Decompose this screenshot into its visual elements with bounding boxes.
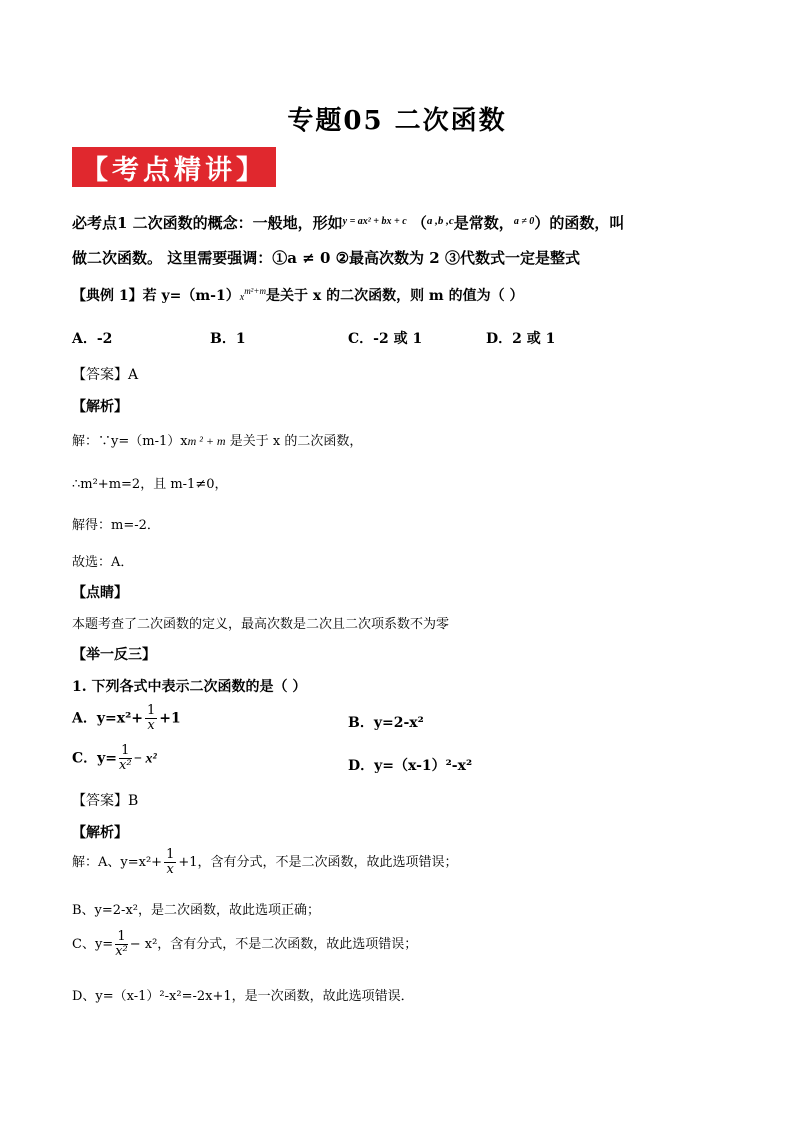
practice-option-c bbox=[72, 744, 157, 773]
fraction-denominator: x bbox=[166, 862, 174, 877]
section-banner-label: 【考点精讲】 bbox=[81, 154, 267, 186]
example1-option-a: A．-2 bbox=[72, 331, 113, 347]
example1-comment: 本题考查了二次函数的定义，最高次数是二次且二次项系数不为零 bbox=[72, 617, 450, 632]
practice-option-a-suffix: +1 bbox=[159, 710, 181, 727]
practice-solution-c bbox=[72, 930, 417, 959]
practice-option-a bbox=[72, 704, 181, 733]
practice-solution-a-prefix: 解：A、y=x²+ bbox=[72, 855, 163, 870]
practice-solution-a bbox=[72, 848, 458, 877]
practice-option-a-prefix: A．y=x²+ bbox=[72, 710, 143, 727]
example1-step-1-suffix: 是关于 x 的二次函数， bbox=[225, 434, 363, 449]
practice-analysis-label: 【解析】 bbox=[72, 825, 128, 841]
practice-solution-b: B、y=2-x²，是二次函数，故此选项正确； bbox=[72, 903, 320, 918]
concept-formula: y = ax² + bx + c bbox=[342, 216, 407, 227]
example1-suffix: 是关于 x 的二次函数，则 m 的值为（ ） bbox=[265, 288, 524, 304]
example1-step-1-exp: m ² + m bbox=[187, 434, 226, 448]
fraction-1-over-x bbox=[164, 848, 176, 877]
concept-suffix: ）的函数，叫 bbox=[534, 214, 625, 232]
practice-solution-c-prefix: C、y= bbox=[72, 937, 114, 952]
example1-step-4: 故选：A． bbox=[72, 555, 134, 570]
fraction-1-over-x2 bbox=[115, 930, 128, 959]
practice-label: 【举一反三】 bbox=[72, 647, 156, 663]
practice-solution-c-suffix: − x²，含有分式，不是二次函数，故此选项错误； bbox=[129, 937, 418, 952]
practice-question-1: 1. 下列各式中表示二次函数的是（ ） bbox=[72, 679, 307, 695]
fraction-numerator: 1 bbox=[115, 930, 128, 945]
example1-comment-label: 【点睛】 bbox=[72, 585, 128, 601]
example1-answer: 【答案】A bbox=[72, 367, 139, 383]
fraction-numerator: 1 bbox=[146, 703, 156, 718]
fraction-1-over-x2 bbox=[119, 744, 132, 773]
practice-option-c-prefix: C．y= bbox=[72, 750, 118, 767]
example1-option-d: D．2 或 1 bbox=[486, 331, 556, 347]
concept-prefix: 必考点1 二次函数的概念：一般地，形如 bbox=[72, 214, 343, 232]
fraction-denominator: x bbox=[147, 718, 155, 733]
example1-analysis-label: 【解析】 bbox=[72, 399, 128, 415]
practice-solution-a-suffix: +1，含有分式，不是二次函数，故此选项错误； bbox=[178, 855, 458, 870]
section-banner bbox=[72, 147, 276, 187]
practice-solution-d: D、y=（x-1）²-x²=-2x+1，是一次函数，故此选项错误． bbox=[72, 989, 414, 1004]
example1-power: $x^{m^2+m}$ bbox=[239, 286, 266, 303]
concept-line-1 bbox=[72, 212, 624, 233]
fraction-denominator: x² bbox=[115, 944, 128, 959]
example1-question bbox=[72, 285, 524, 305]
example1-step-2: ∴m²+m=2，且 m-1≠0， bbox=[72, 477, 228, 492]
fraction-denominator: x² bbox=[119, 758, 132, 773]
practice-answer: 【答案】B bbox=[72, 793, 139, 809]
concept-paren-open: （ bbox=[411, 214, 427, 232]
example1-step-1-prefix: 解：∵y=（m-1）x bbox=[72, 434, 188, 449]
example1-option-b: B．1 bbox=[210, 331, 246, 347]
concept-cond: a ≠ 0 bbox=[513, 216, 535, 227]
practice-option-d: D．y=（x-1）²-x² bbox=[348, 758, 473, 774]
concept-line-2: 做二次函数。 这里需要强调：①a ≠ 0 ②最高次数为 2 ③代数式一定是整式 bbox=[72, 249, 580, 267]
example1-step-1 bbox=[72, 430, 362, 449]
fraction-1-over-x bbox=[145, 704, 157, 733]
practice-option-b: B．y=2-x² bbox=[348, 715, 424, 731]
fraction-numerator: 1 bbox=[166, 847, 175, 862]
example1-prefix: 【典例 1】若 y=（m-1） bbox=[72, 288, 240, 304]
practice-option-c-suffix: − x² bbox=[133, 751, 157, 767]
fraction-numerator: 1 bbox=[119, 744, 132, 759]
concept-mid: 是常数， bbox=[453, 214, 514, 232]
example1-option-c: C．-2 或 1 bbox=[348, 331, 423, 347]
example1-step-3: 解得：m=-2． bbox=[72, 518, 160, 533]
concept-vars: a ,b ,c bbox=[426, 215, 454, 227]
page-title: 专题05 二次函数 bbox=[287, 106, 507, 136]
